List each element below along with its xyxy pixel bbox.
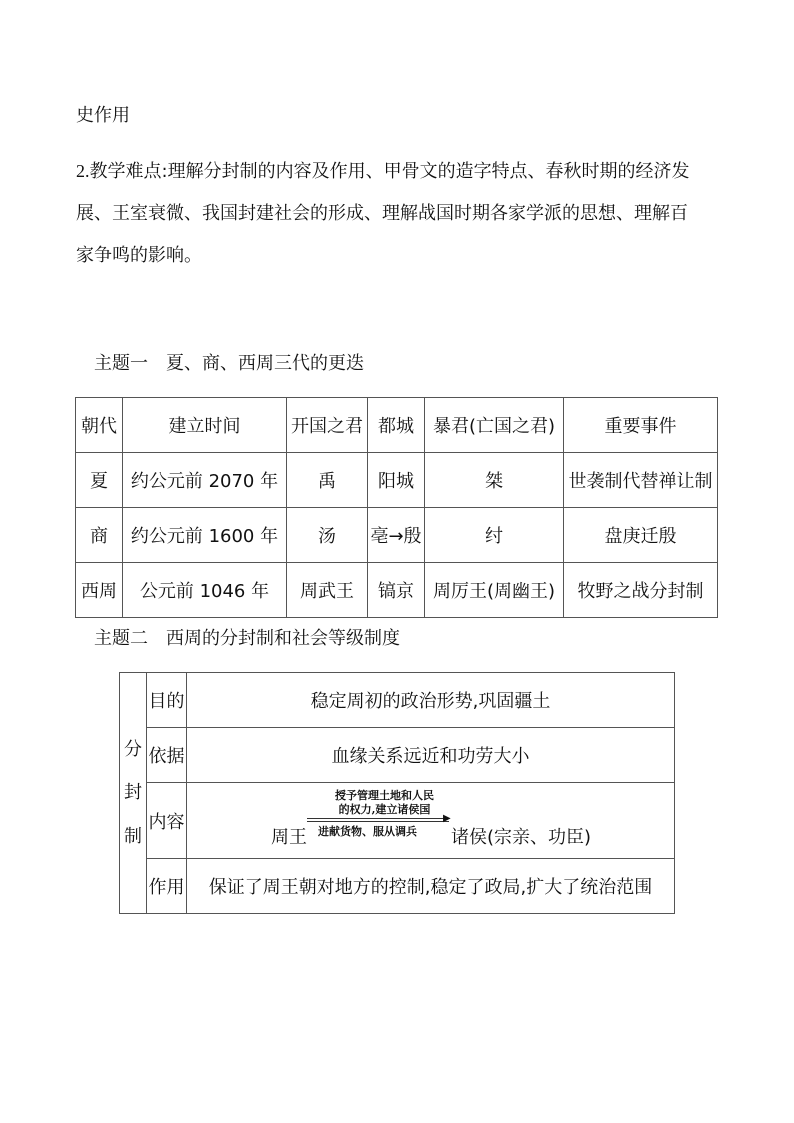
cell-time: 约公元前 1600 年 (123, 508, 287, 563)
vassals-label: 诸侯(宗亲、功臣) (451, 827, 592, 848)
header-capital: 都城 (368, 398, 425, 453)
tribute-text: 进献货物、服从调兵 (318, 825, 417, 838)
header-founder: 开国之君 (287, 398, 368, 453)
cell-founder: 周武王 (287, 563, 368, 618)
table-row (76, 453, 718, 508)
table-header-row (76, 398, 718, 453)
arrow-line-bottom (307, 821, 449, 822)
side-label-fief-system (120, 673, 147, 914)
cell-dynasty: 西周 (76, 563, 123, 618)
cell-dynasty: 夏 (76, 453, 123, 508)
difficulty-line-2: 展、王室衰微、我国封建社会的形成、理解战国时期各家学派的思想、理解百 (76, 203, 688, 224)
text-line-history-role: 史作用 (76, 105, 130, 126)
cell-capital: 阳城 (368, 453, 425, 508)
topic-two-heading: 主题二 西周的分封制和社会等级制度 (94, 628, 400, 649)
header-founding-time: 建立时间 (123, 398, 287, 453)
table-row (120, 859, 675, 914)
difficulty-text-1: :理解分封制的内容及作用、甲骨文的造字特点、春秋时期的经济发 (161, 161, 690, 182)
cell-events: 盘庚迁殷 (564, 508, 718, 563)
grant-text (317, 789, 452, 817)
header-events: 重要事件 (564, 398, 718, 453)
table-row (120, 673, 675, 728)
zhou-king-label: 周王 (271, 827, 307, 848)
cell-time: 约公元前 2070 年 (123, 453, 287, 508)
cell-events: 牧野之战分封制 (564, 563, 718, 618)
cell-tyrant: 周厉王(周幽王) (425, 563, 564, 618)
side-char-3: 制 (124, 825, 142, 847)
content-diagram-cell (187, 783, 675, 859)
table-row (120, 783, 675, 859)
fief-system-table (119, 672, 675, 914)
effect-value: 保证了周王朝对地方的控制,稳定了政局,扩大了统治范围 (187, 859, 675, 914)
cell-tyrant: 桀 (425, 453, 564, 508)
dynasty-table (75, 397, 718, 618)
purpose-value: 稳定周初的政治形势,巩固疆土 (187, 673, 675, 728)
table-row (76, 508, 718, 563)
cell-events: 世袭制代替禅让制 (564, 453, 718, 508)
cell-founder: 汤 (287, 508, 368, 563)
difficulty-line-1 (76, 162, 690, 181)
cell-founder: 禹 (287, 453, 368, 508)
cell-capital: 镐京 (368, 563, 425, 618)
arrow-line-top (307, 818, 449, 819)
table-row (120, 728, 675, 783)
difficulty-number: 2. (76, 161, 90, 181)
cell-capital: 亳→殷 (368, 508, 425, 563)
cell-time: 公元前 1046 年 (123, 563, 287, 618)
basis-value: 血缘关系远近和功劳大小 (187, 728, 675, 783)
difficulty-line-3: 家争鸣的影响。 (76, 245, 202, 266)
side-char-1: 分 (124, 739, 142, 761)
arrow-head-icon: ▶ (443, 813, 451, 824)
purpose-label: 目的 (147, 673, 187, 728)
basis-label: 依据 (147, 728, 187, 783)
grant-line-1: 授予管理土地和人民 (335, 789, 434, 802)
effect-label: 作用 (147, 859, 187, 914)
cell-tyrant: 纣 (425, 508, 564, 563)
table-row (76, 563, 718, 618)
header-dynasty: 朝代 (76, 398, 123, 453)
header-tyrant: 暴君(亡国之君) (425, 398, 564, 453)
relation-diagram (187, 783, 674, 858)
difficulty-label: 教学难点 (89, 161, 162, 182)
cell-dynasty: 商 (76, 508, 123, 563)
side-char-2: 封 (124, 782, 142, 804)
topic-one-heading: 主题一 夏、商、西周三代的更迭 (94, 353, 364, 374)
content-label: 内容 (147, 783, 187, 859)
grant-line-2: 的权力,建立诸侯国 (338, 802, 431, 816)
